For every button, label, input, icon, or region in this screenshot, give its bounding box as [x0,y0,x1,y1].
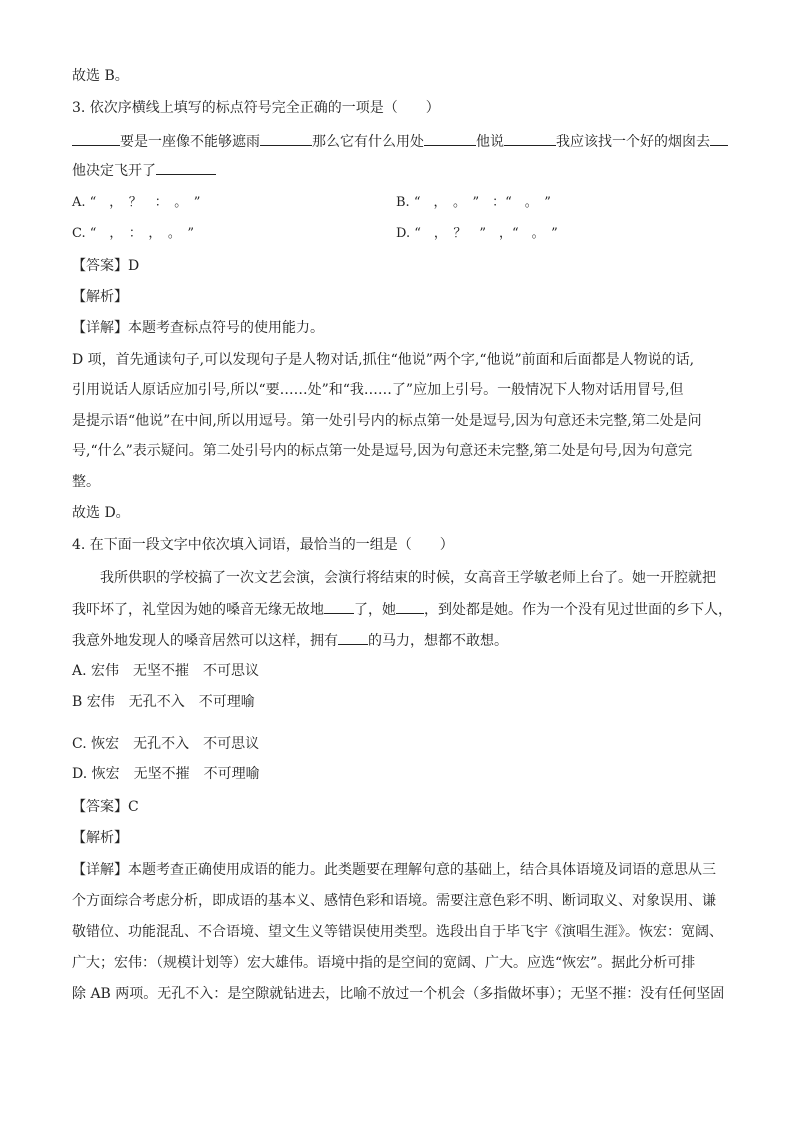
q3-option-c: C. “ ， ： ， 。 ” [72,226,195,241]
blank-8 [396,599,424,614]
q4-paragraph-line-1: 我所供职的学校搞了一次文艺会演，会演行将结束的时候，女高音王学敏老师上台了。她一开腔就把 [100,570,716,586]
question-3-sentence-line1 [72,131,728,152]
q3-option-b: B. “ ， 。 ” ：“ 。 ” [396,195,551,210]
blank-1 [72,131,120,146]
q3-detail-line-1: 【详解】本题考查标点符号的使用能力。 [72,320,324,336]
q4-paragraph-part: ，到处都是她。作为一个没有见过世面的乡下人， [424,602,732,618]
q4-detail-line-5: 除 AB 两项。无孔不入：是空隙就钻进去，比喻不放过一个机会（多指做坏事）；无坚不摧：没有任何坚固 [72,986,725,1002]
q4-analysis-label: 【解析】 [72,830,128,846]
q4-detail-line-2: 个方面综合考虑分析，即成语的基本义、感情色彩和语境。需要注意色彩不明、断词取义、对象误用、谦 [72,893,716,909]
blank-9 [338,630,368,645]
q3-detail-line-5: 号,“什么”表示疑问。第二处引号内的标点第一处是逗号,因为句意还未完整,第二处是句号,因为句意完 [72,443,693,459]
q4-detail-line-3: 敬错位、功能混乱、不合语境、望文生义等错误使用类型。选段出自于毕飞宇《演唱生涯》。恢宏：宽阔、 [72,924,723,940]
blank-7 [324,599,354,614]
q3-detail-line-2: D 项，首先通读句子,可以发现句子是人物对话,抓住“他说”两个字,“他说”前面和后面都是人物说的话, [72,352,695,368]
q3-detail-line-3: 引用说话人原话应加引号,所以“要……处”和“我……了”应加上引号。一般情况下人物对话用冒号,但 [72,382,684,398]
sentence-part-1: 要是一座像不能够遮雨 [120,134,260,150]
sentence-part-2: 那么它有什么用处 [312,134,424,150]
blank-5 [710,131,728,146]
q4-option-d: D. 恢宏 无坚不摧 不可理喻 [72,766,260,782]
blank-6 [156,160,216,175]
q3-answer: 【答案】D [72,258,140,274]
q3-conclusion: 故选 D。 [72,505,130,521]
blank-3 [424,131,476,146]
q3-detail-line-4: 是提示语“他说”在中间,所以用逗号。第一处引号内的标点第一处是逗号,因为句意还未完整,第二处是问 [72,413,702,429]
q4-paragraph-part: 了，她 [354,602,396,618]
q4-paragraph-line-2 [72,599,732,620]
sentence-line2: 他决定飞开了 [72,163,156,179]
q4-paragraph-part: 我吓坏了，礼堂因为她的嗓音无缘无故地 [72,602,324,618]
q4-paragraph-part: 我意外地发现人的嗓音居然可以这样，拥有 [72,633,338,649]
blank-4 [504,131,556,146]
q3-detail-line-6: 整。 [72,474,100,490]
sentence-part-4: 我应该找一个好的烟囱去 [556,134,710,150]
q4-detail-line-4: 广大；宏伟：（规模计划等）宏大雄伟。语境中指的是空间的宽阔、广大。应选“恢宏”。据此分析可排 [72,955,696,971]
q3-option-d: D. “ ， ？ ” ，“ 。 ” [396,226,558,241]
question-3-stem: 3. 依次序横线上填写的标点符号完全正确的一项是（ ） [72,100,440,116]
previous-conclusion: 故选 B。 [72,68,129,84]
q3-analysis-label: 【解析】 [72,289,128,305]
q4-answer: 【答案】C [72,799,139,815]
q4-paragraph-line-3 [72,630,508,651]
blank-2 [260,131,312,146]
q4-paragraph-part: 的马力，想都不敢想。 [368,633,508,649]
q4-detail-line-1: 【详解】本题考查正确使用成语的能力。此类题要在理解句意的基础上，结合具体语境及词语的意思从三 [72,862,716,878]
q3-option-a: A. “ ， ？ ： 。 ” [72,195,201,210]
q4-option-c: C. 恢宏 无孔不入 不可思议 [72,736,260,752]
q4-option-a: A. 宏伟 无坚不摧 不可思议 [72,663,260,679]
question-3-sentence-line2 [72,160,216,181]
q4-option-b: B 宏伟 无孔不入 不可理喻 [72,694,255,710]
question-4-stem: 4. 在下面一段文字中依次填入词语，最恰当的一组是（ ） [72,537,454,553]
sentence-part-3: 他说 [476,134,504,150]
